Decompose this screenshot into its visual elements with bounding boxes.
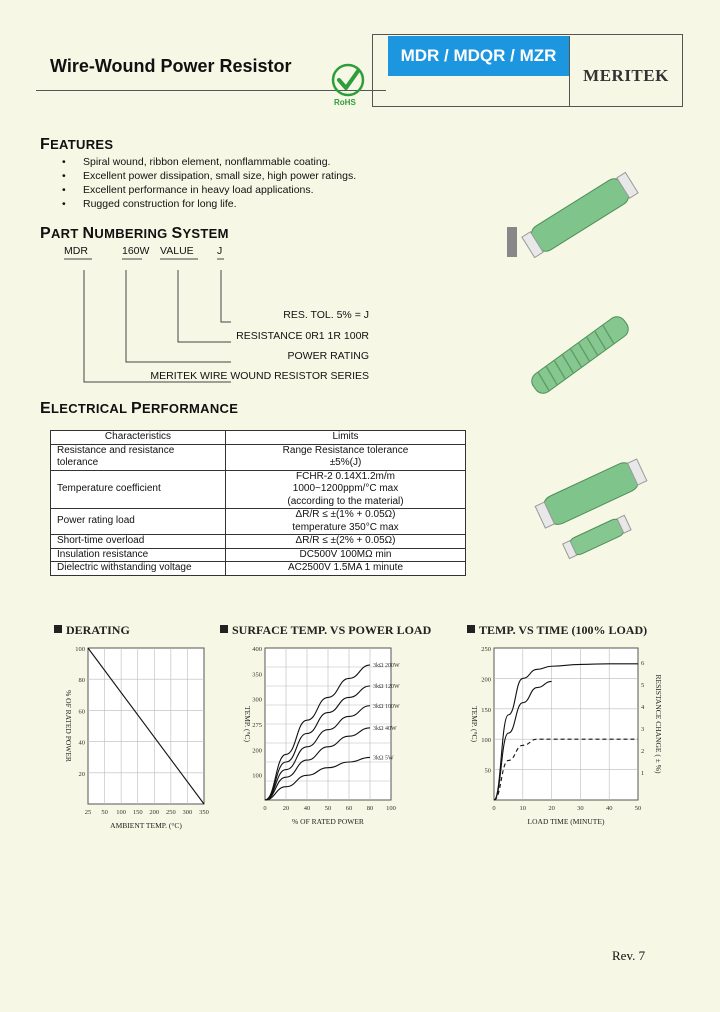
heading-initial: P xyxy=(131,400,143,417)
x-tick-label: 50 xyxy=(634,805,642,812)
series-label: 3kΩ 5W xyxy=(373,755,394,762)
y-axis-label: TEMP. (°C) xyxy=(470,706,479,742)
y-tick-label: 150 xyxy=(481,706,491,714)
cell-limit xyxy=(226,470,466,509)
heading-rest: ERFORMANCE xyxy=(142,401,239,416)
y-tick-label: 60 xyxy=(78,708,85,716)
cell-line: Short-time overload xyxy=(57,535,145,546)
rohs-label: RoHS xyxy=(334,98,356,107)
table-row xyxy=(51,535,466,549)
x-tick-label: 20 xyxy=(548,805,555,812)
plot-area xyxy=(494,648,638,800)
x-tick-label: 10 xyxy=(519,805,527,812)
list-item: • Excellent power dissipation, small size, high power ratings. xyxy=(62,169,356,183)
list-item: • Rugged construction for long life. xyxy=(62,197,356,211)
y-tick-label: 350 xyxy=(252,671,262,679)
cell-characteristic xyxy=(51,548,226,562)
y-tick-label: 200 xyxy=(481,676,491,684)
x-axis-label: % OF RATED POWER xyxy=(292,817,364,826)
list-item: • Excellent performance in heavy load applications. xyxy=(62,183,356,197)
x-tick-label: 40 xyxy=(605,805,613,812)
x-tick-label: 350 xyxy=(199,809,209,816)
x-tick-label: 60 xyxy=(345,805,353,812)
y2-tick-label: 1 xyxy=(641,770,645,777)
chart-title-derating xyxy=(54,623,130,638)
resistor-image-1 xyxy=(505,165,655,265)
cell-characteristic xyxy=(51,509,226,535)
cell-line: DC500V 100MΩ min xyxy=(299,548,392,560)
brand-logo: MERITEK xyxy=(583,66,669,85)
chart-title-time xyxy=(467,623,647,638)
chart-title-text: DERATING xyxy=(66,623,130,637)
desc-series: MERITEK WIRE WOUND RESISTOR SERIES xyxy=(150,370,369,382)
code-power: 160W xyxy=(122,245,150,257)
page-title: Wire-Wound Power Resistor xyxy=(50,56,292,76)
header-characteristics: Characteristics xyxy=(51,431,226,445)
desc-tolerance: RES. TOL. 5% = J xyxy=(283,309,369,321)
heading-rest: ART xyxy=(50,226,83,241)
x-tick-label: 200 xyxy=(149,809,160,816)
cell-line: ΔR/R ≤ ±(2% + 0.05Ω) xyxy=(295,535,396,546)
resistor-image-2 xyxy=(520,300,640,410)
cell-limit xyxy=(226,444,466,470)
table-row xyxy=(51,562,466,576)
y-tick-label: 275 xyxy=(252,722,262,729)
cell-characteristic xyxy=(51,444,226,470)
temp-time-chart xyxy=(462,640,672,840)
cell-line: ±5%(J) xyxy=(329,457,362,468)
cell-line: Temperature coefficient xyxy=(57,483,161,494)
series-label: 3kΩ 40W xyxy=(373,725,397,732)
y2-axis-label: RESISTANCE CHANGE ( ± %) xyxy=(654,674,663,774)
cell-line: 1000~1200ppm/°C max xyxy=(292,483,399,494)
heading-rest: LECTRICAL xyxy=(50,401,132,416)
table-row xyxy=(51,444,466,470)
cell-line: Range Resistance tolerance xyxy=(282,444,409,456)
chart-title-text: TEMP. VS TIME (100% LOAD) xyxy=(479,623,648,637)
x-tick-label: 250 xyxy=(165,809,176,816)
heading-initial: N xyxy=(82,225,95,242)
cell-line: ΔR/R ≤ ±(1% + 0.05Ω) xyxy=(295,509,396,520)
y-tick-label: 200 xyxy=(252,747,262,755)
code-value: VALUE xyxy=(160,245,194,257)
cell-line: tolerance xyxy=(57,457,99,468)
x-tick-label: 100 xyxy=(116,809,127,816)
y-tick-label: 100 xyxy=(481,737,491,745)
x-tick-label: 20 xyxy=(282,805,290,812)
cell-line: Resistance and resistance xyxy=(57,444,175,456)
derating-chart xyxy=(50,640,215,840)
x-tick-label: 40 xyxy=(303,805,311,812)
y-tick-label: 80 xyxy=(78,677,85,685)
y-tick-label: 400 xyxy=(252,646,262,653)
list-item: • Spiral wound, ribbon element, nonflammable coating. xyxy=(62,155,356,169)
y2-tick-label: 5 xyxy=(641,682,645,689)
y2-tick-label: 4 xyxy=(641,704,645,711)
chart-title-text: SURFACE TEMP. VS POWER LOAD xyxy=(232,623,432,637)
x-axis-label: AMBIENT TEMP. (°C) xyxy=(110,821,182,830)
cell-line: temperature 350°C max xyxy=(292,521,399,533)
x-tick-label: 50 xyxy=(101,809,108,816)
cell-line: (according to the material) xyxy=(287,495,404,507)
x-tick-label: 80 xyxy=(366,805,374,812)
series-label: 3kΩ 120W xyxy=(373,684,400,690)
y-tick-label: 40 xyxy=(78,739,85,747)
table-row xyxy=(51,509,466,535)
y2-tick-label: 3 xyxy=(641,726,645,733)
series-label: 3kΩ 100W xyxy=(373,703,400,710)
y2-tick-label: 2 xyxy=(641,748,645,755)
heading-rest: EATURES xyxy=(50,137,114,152)
heading-initial: P xyxy=(40,225,51,242)
series-label: 3kΩ 200W xyxy=(373,663,400,670)
cell-line: Dielectric withstanding voltage xyxy=(57,562,192,573)
x-tick-label: 0 xyxy=(492,805,496,812)
y-axis-label: TEMP. (°C) xyxy=(243,706,252,742)
table-row xyxy=(51,548,466,562)
x-tick-label: 25 xyxy=(84,809,92,816)
chart-title-surface xyxy=(220,623,431,638)
cell-characteristic xyxy=(51,535,226,549)
cell-limit xyxy=(226,509,466,535)
series-banner: MDR / MDQR / MZR xyxy=(388,36,569,76)
electrical-table xyxy=(50,430,466,576)
cell-characteristic xyxy=(51,470,226,509)
x-tick-label: 150 xyxy=(132,809,143,816)
heading-initial: E xyxy=(40,400,51,417)
square-bullet-icon xyxy=(54,625,62,633)
table-header xyxy=(51,431,466,445)
y-tick-label: 250 xyxy=(481,646,491,653)
header-limits: Limits xyxy=(226,431,466,445)
code-series: MDR xyxy=(64,245,88,257)
desc-power: POWER RATING xyxy=(287,350,369,362)
heading-initial: F xyxy=(40,136,51,153)
y-tick-label: 100 xyxy=(75,646,85,653)
heading-rest: UMBERING xyxy=(94,226,172,241)
electrical-heading xyxy=(40,400,238,418)
revision-label: Rev. 7 xyxy=(612,948,646,963)
y-tick-label: 100 xyxy=(252,772,262,780)
y-tick-label: 300 xyxy=(252,696,262,704)
square-bullet-icon xyxy=(220,625,228,633)
x-tick-label: 300 xyxy=(182,809,193,816)
y2-tick-label: 6 xyxy=(641,660,645,667)
cell-line: Insulation resistance xyxy=(57,548,149,560)
table-row xyxy=(51,470,466,509)
code-tolerance: J xyxy=(217,245,223,257)
y-axis-label: % OF RATED POWER xyxy=(64,690,73,762)
heading-initial: S xyxy=(171,225,183,242)
resistor-image-3 xyxy=(530,455,660,570)
cell-line: Power rating load xyxy=(57,515,135,527)
cell-limit xyxy=(226,535,466,549)
square-bullet-icon xyxy=(467,625,475,633)
y-tick-label: 20 xyxy=(78,770,85,778)
y-tick-label: 50 xyxy=(484,767,491,775)
cell-line: AC2500V 1.5MA 1 minute xyxy=(287,562,404,573)
x-axis-label: LOAD TIME (MINUTE) xyxy=(527,817,605,826)
cell-limit xyxy=(226,548,466,562)
surface-temp-chart xyxy=(225,640,455,840)
heading-rest: YSTEM xyxy=(182,226,229,241)
x-tick-label: 0 xyxy=(263,805,267,812)
desc-resistance: RESISTANCE 0R1 1R 100R xyxy=(236,330,369,342)
cell-line: FCHR-2 0.14X1.2m/m xyxy=(296,470,395,482)
cell-characteristic xyxy=(51,562,226,576)
x-tick-label: 50 xyxy=(324,805,332,812)
cell-limit xyxy=(226,562,466,576)
x-tick-label: 30 xyxy=(577,805,584,812)
x-tick-label: 100 xyxy=(386,805,396,812)
